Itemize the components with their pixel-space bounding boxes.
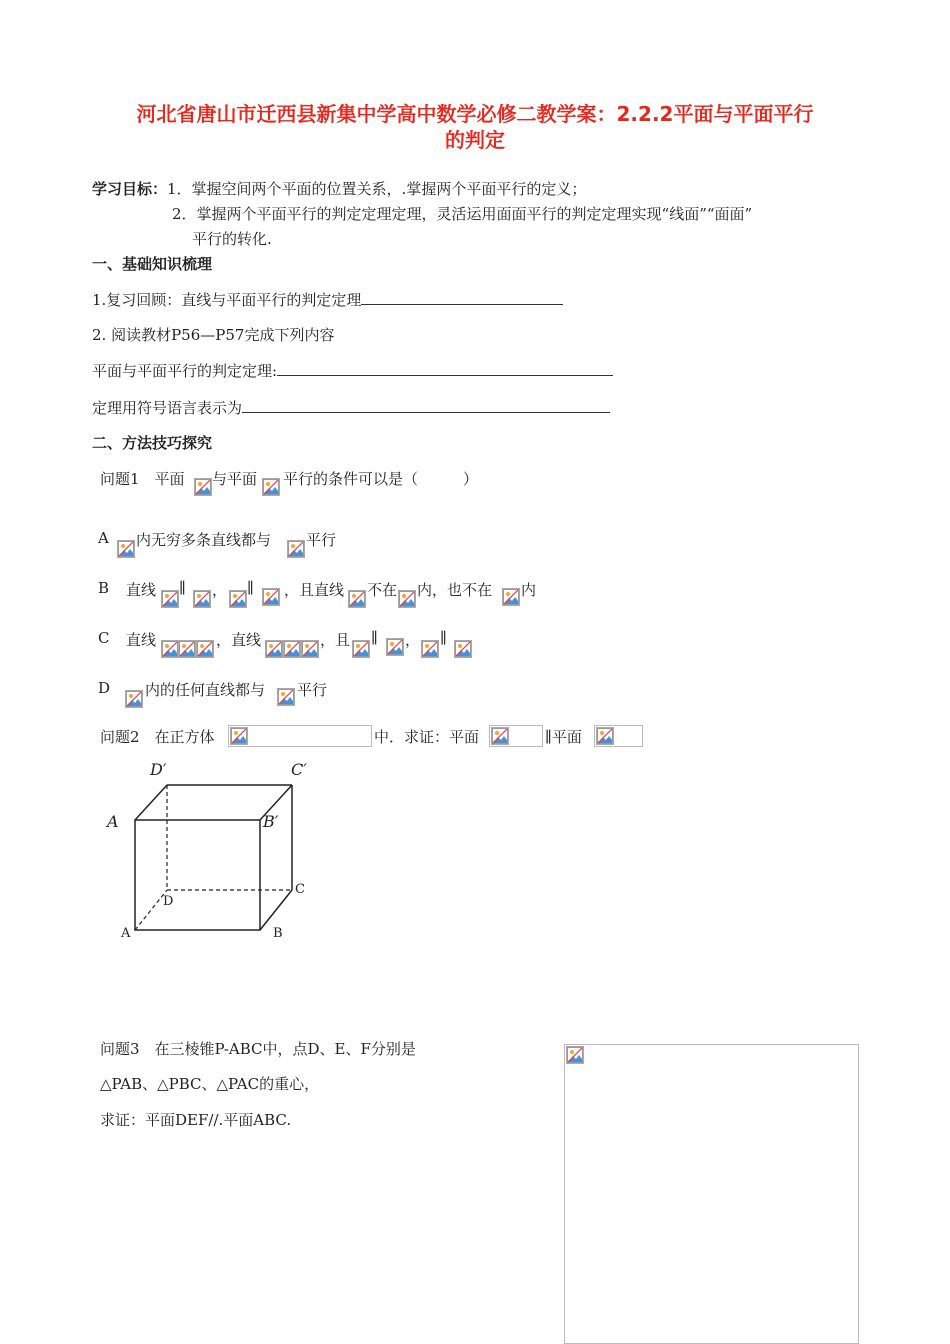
broken-image-icon — [277, 688, 295, 706]
section2-heading: 二、方法技巧探究 — [92, 434, 213, 452]
cube-diagram — [95, 755, 325, 955]
broken-image-icon — [386, 638, 404, 656]
vertex-label-b: B — [273, 926, 283, 941]
broken-image-icon — [265, 640, 283, 658]
broken-image-icon — [196, 640, 214, 658]
broken-image-icon — [301, 640, 319, 658]
option-b-text5: ，且直线 — [284, 581, 345, 599]
option-b-text7: 内，也不在 — [417, 581, 493, 599]
review-question — [92, 289, 563, 310]
vertex-label-c: C — [295, 882, 305, 897]
option-d-text1: 内的任何直线都与 — [145, 681, 266, 699]
broken-image-icon — [398, 590, 416, 608]
option-b-text3: ， — [212, 581, 228, 599]
answer-blank[interactable] — [242, 398, 610, 413]
option-c-text6: ∥ — [440, 629, 447, 647]
broken-image-icon — [348, 590, 366, 608]
broken-image-icon — [421, 640, 439, 658]
option-c-text2: ，直线 — [216, 631, 262, 649]
vertex-label-d1: D′ — [150, 760, 167, 779]
option-c-text3: ，且 — [320, 631, 351, 649]
option-b-text4: ∥ — [247, 579, 254, 597]
theorem-symbolic — [92, 397, 610, 418]
theorem-statement-text: 平面与平面平行的判定定理: — [92, 362, 278, 380]
broken-image-icon — [287, 540, 305, 558]
cube-edge — [260, 890, 292, 930]
review-question-text: 1.复习回顾：直线与平面平行的判定定理 — [92, 291, 362, 309]
broken-image-icon — [125, 690, 143, 708]
broken-image-icon — [229, 590, 247, 608]
broken-image-icon — [352, 640, 370, 658]
document-title-line1: 河北省唐山市迁西县新集中学高中数学必修二教学案：2.2.2平面与平面平行 — [136, 102, 814, 126]
broken-image-icon — [161, 590, 179, 608]
section1-heading: 一、基础知识梳理 — [92, 255, 213, 273]
problem3-line2: △PAB、△PBC、△PAC的重心， — [100, 1075, 320, 1093]
cube-edge — [135, 785, 167, 820]
answer-blank[interactable] — [361, 290, 563, 305]
document-title-line2: 的判定 — [445, 128, 505, 152]
vertex-label-b1: B′ — [263, 812, 279, 831]
cube-name-image-box — [228, 725, 372, 747]
option-d-label: D — [98, 679, 111, 697]
objective-2-cont: 平行的转化. — [192, 230, 272, 248]
objective-2: 2．掌握两个平面平行的判定定理定理，灵活运用面面平行的判定定理实现“线面”“面面” — [172, 205, 753, 223]
problem2-mid2: ∥平面 — [545, 728, 582, 746]
vertex-label-a: A — [121, 926, 131, 941]
broken-image-icon — [194, 478, 212, 496]
objectives — [92, 178, 586, 199]
option-b-text2: ∥ — [179, 579, 186, 597]
reading-task: 2. 阅读教材P56—P57完成下列内容 — [92, 326, 335, 344]
broken-image-icon — [596, 727, 614, 745]
broken-image-icon — [178, 640, 196, 658]
option-c-text5: ， — [405, 631, 421, 649]
vertex-label-c1: C′ — [291, 760, 307, 779]
broken-image-icon — [283, 640, 301, 658]
problem1-mid: 与平面 — [212, 470, 258, 488]
option-a-text1: 内无穷多条直线都与 — [136, 531, 272, 549]
vertex-label-d: D — [163, 894, 174, 909]
problem3-line1: 问题3 在三棱锥P-ABC中，点D、E、F分别是 — [100, 1040, 416, 1058]
option-b-text6: 不在 — [367, 581, 398, 599]
option-b-text8: 内 — [521, 581, 537, 599]
broken-image-icon — [262, 588, 280, 606]
problem3-line3: 求证：平面DEF//.平面ABC. — [100, 1111, 292, 1129]
theorem-symbolic-text: 定理用符号语言表示为 — [92, 399, 243, 417]
broken-image-icon — [230, 727, 248, 745]
broken-image-icon — [454, 640, 472, 658]
theorem-statement — [92, 360, 613, 381]
broken-image-icon — [262, 478, 280, 496]
cube-front-face — [135, 820, 260, 930]
broken-image-icon — [193, 590, 211, 608]
broken-image-icon — [566, 1046, 584, 1064]
problem1-suffix: 平行的条件可以是（ ） — [283, 470, 479, 488]
objectives-label: 学习目标： — [92, 180, 168, 198]
tetrahedron-image-box — [564, 1044, 859, 1344]
problem2-mid: 中．求证：平面 — [374, 728, 480, 746]
broken-image-icon — [491, 727, 509, 745]
option-d-text2: 平行 — [297, 681, 328, 699]
answer-blank[interactable] — [277, 361, 613, 376]
objective-1: 1．掌握空间两个平面的位置关系，.掌握两个平面平行的定义； — [167, 180, 587, 198]
option-c-text1: 直线 — [126, 631, 157, 649]
option-c-text4: ∥ — [371, 629, 378, 647]
option-b-text1: 直线 — [126, 581, 157, 599]
broken-image-icon — [502, 588, 520, 606]
problem2-prefix: 问题2 在正方体 — [100, 728, 215, 746]
broken-image-icon — [117, 540, 135, 558]
problem1-prefix: 问题1 平面 — [100, 470, 185, 488]
option-a-label: A — [98, 529, 109, 547]
vertex-label-a1: A — [107, 812, 119, 831]
option-a-text2: 平行 — [306, 531, 337, 549]
option-b-label: B — [98, 579, 110, 597]
broken-image-icon — [161, 640, 179, 658]
option-c-label: C — [98, 629, 110, 647]
